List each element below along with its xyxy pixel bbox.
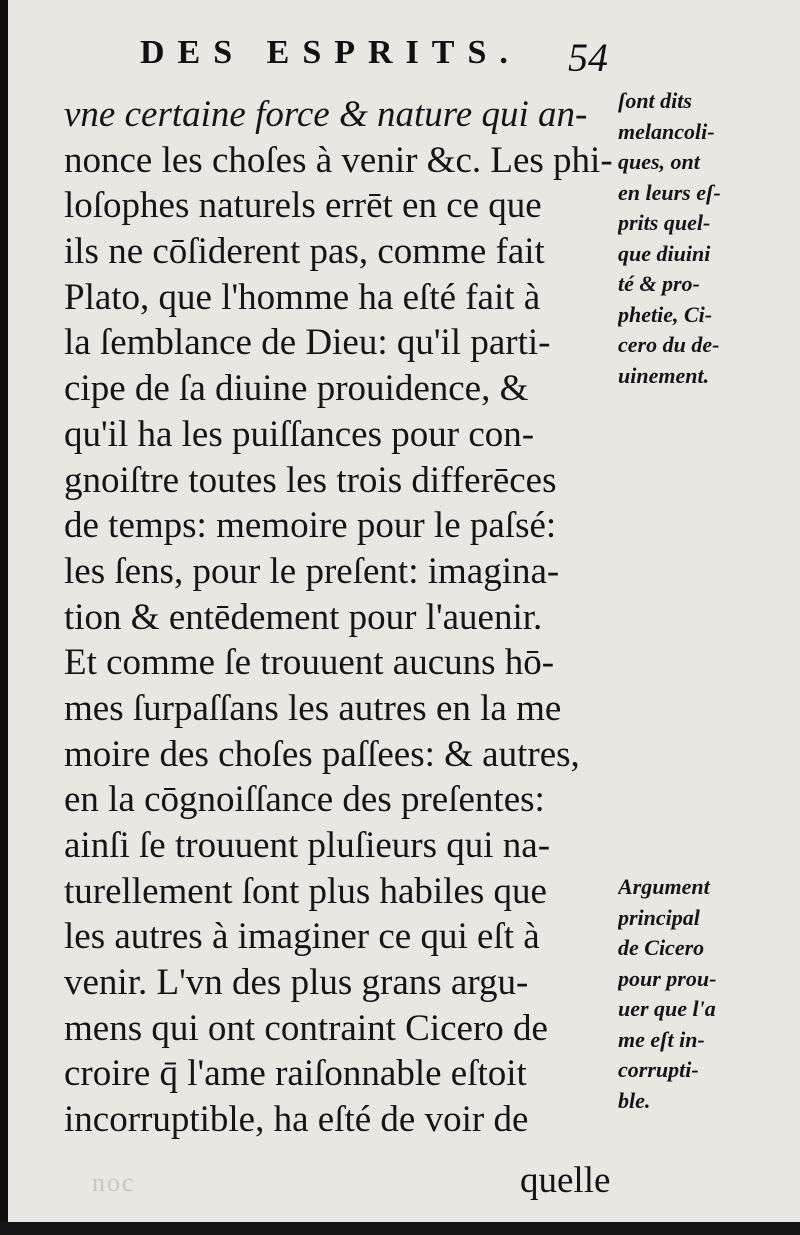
marginal-line: uinement. xyxy=(618,362,710,388)
marginal-line: que diuini xyxy=(618,240,711,266)
marginal-note-cicero-argument xyxy=(618,872,796,1116)
marginal-line: ques, ont xyxy=(618,149,700,174)
text-line: cipe de ſa diuine prouidence, & xyxy=(64,368,529,410)
show-through-text: noc xyxy=(92,1168,136,1197)
text-line: mes ſurpaſſans les autres en la me xyxy=(64,687,562,729)
marginal-line: prits quel- xyxy=(618,210,711,235)
text-line: turellement ſont plus habiles que xyxy=(64,870,547,912)
marginal-line: cero du de- xyxy=(618,332,720,357)
marginal-note-melancholy xyxy=(618,86,796,391)
marginal-line: ble. xyxy=(618,1087,651,1113)
text-line: les ſens, pour le preſent: imagina- xyxy=(64,550,560,592)
text-line: venir. L'vn des plus grans argu- xyxy=(64,962,529,1004)
marginal-line: uer que l'a xyxy=(618,996,716,1021)
body-text xyxy=(64,92,624,1143)
marginal-line: Argument xyxy=(618,874,710,899)
marginal-line: principal xyxy=(618,904,700,930)
text-line: Plato, que l'homme ha eſté fait à xyxy=(64,276,541,318)
marginal-line: té & pro- xyxy=(618,271,700,296)
text-line: ils ne cōſiderent pas, comme fait xyxy=(64,231,545,273)
text-line: gnoiſtre toutes les trois differēces xyxy=(64,459,557,501)
marginal-line: ſont dits xyxy=(618,88,692,113)
page-bottom-shadow xyxy=(0,1222,800,1235)
text-line: les autres à imaginer ce qui eſt à xyxy=(64,916,540,958)
marginal-line: de Cicero xyxy=(618,935,705,960)
catchword: quelle xyxy=(520,1160,611,1201)
text-line: de temps: memoire pour le paſsé: xyxy=(64,505,557,547)
marginal-line: phetie, Ci- xyxy=(618,301,713,327)
text-line: vne certaine force & nature qui an- xyxy=(64,94,588,135)
text-line: nonce les choſes à venir &c. Les phi- xyxy=(64,139,613,181)
marginal-line: melancoli- xyxy=(618,118,715,144)
text-line: moire des choſes paſſees: & autres, xyxy=(64,733,580,775)
marginal-line: me eſt in- xyxy=(618,1026,705,1052)
marginal-line: pour prou- xyxy=(618,965,717,991)
running-head: DES ESPRITS. xyxy=(140,34,521,71)
text-line: mens qui ont contraint Cicero de xyxy=(64,1007,548,1049)
text-line: loſophes naturels errēt en ce que xyxy=(64,185,542,227)
text-line: en la cōgnoiſſance des preſentes: xyxy=(64,779,545,821)
page-edge-shadow xyxy=(0,0,8,1235)
page-number: 54 xyxy=(568,35,608,80)
text-line: la ſemblance de Dieu: qu'il parti- xyxy=(64,322,551,364)
marginal-line: en leurs eſ- xyxy=(618,179,721,205)
text-line: ainſi ſe trouuent pluſieurs qui na- xyxy=(64,825,551,866)
text-line: croire q̄ l'ame raiſonnable eſtoit xyxy=(64,1053,527,1095)
marginal-line: corrupti- xyxy=(618,1057,699,1082)
text-line: Et comme ſe trouuent aucuns hō- xyxy=(64,642,555,684)
text-line: tion & entēdement pour l'auenir. xyxy=(64,596,543,638)
text-line: qu'il ha les puiſſances pour con- xyxy=(64,413,535,455)
text-line: incorruptible, ha eſté de voir de xyxy=(64,1099,529,1141)
